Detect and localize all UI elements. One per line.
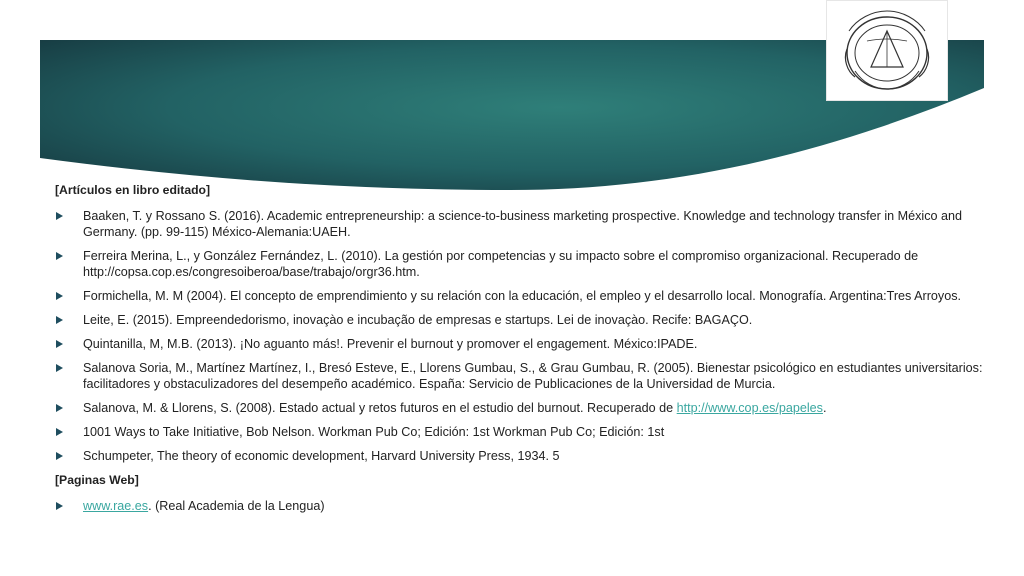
reference-text: Formichella, M. M (2004). El concepto de emprendimiento y su relación con la educación, el empleo y el desarrollo local. Monografía. Argentina:Tres Arroyos. bbox=[83, 289, 962, 303]
reference-item bbox=[55, 248, 990, 280]
triangle-bullet-icon bbox=[56, 428, 63, 436]
reference-link[interactable]: www.rae.es bbox=[83, 499, 149, 513]
web-references-list bbox=[55, 498, 990, 514]
reference-text: Leite, E. (2015). Empreendedorismo, inovaçào e incubação de empresas e startups. Lei de inovaçào. Recife: BAGAÇO. bbox=[83, 313, 753, 327]
triangle-bullet-icon bbox=[56, 404, 63, 412]
triangle-bullet-icon bbox=[56, 212, 63, 220]
references-content bbox=[55, 182, 990, 522]
reference-text-suffix: . (Real Academia de la Lengua) bbox=[148, 499, 325, 513]
reference-text-suffix: . bbox=[822, 401, 827, 415]
reference-item bbox=[55, 448, 990, 464]
reference-text: Schumpeter, The theory of economic development, Harvard University Press, 1934. 5 bbox=[83, 449, 560, 463]
reference-text: Salanova, M. & Llorens, S. (2008). Estado actual y retos futuros en el estudio del burnout. Recuperado de bbox=[83, 401, 677, 415]
triangle-bullet-icon bbox=[56, 252, 63, 260]
triangle-bullet-icon bbox=[56, 452, 63, 460]
reference-item bbox=[55, 312, 990, 328]
reference-text: Quintanilla, M, M.B. (2013). ¡No aguanto más!. Prevenir el burnout y promover el engagement. México:IPADE. bbox=[83, 337, 698, 351]
reference-text: Baaken, T. y Rossano S. (2016). Academic entrepreneurship: a science-to-business marketing prospective. Knowledge and technology transfer in México and Germany. (pp. 99-115) México-Alemania:UAEH. bbox=[83, 209, 963, 239]
seal-emblem bbox=[827, 1, 947, 100]
section-heading-web: [Paginas Web] bbox=[55, 473, 139, 487]
section-heading-books: [Artículos en libro editado] bbox=[55, 183, 211, 197]
triangle-bullet-icon bbox=[56, 292, 63, 300]
triangle-bullet-icon bbox=[56, 340, 63, 348]
reference-link[interactable]: http://www.cop.es/papeles bbox=[676, 401, 823, 415]
triangle-bullet-icon bbox=[56, 502, 63, 510]
reference-item bbox=[55, 288, 990, 304]
reference-text: Salanova Soria, M., Martínez Martínez, I., Bresó Esteve, E., Llorens Gumbau, S., & Grau Gumbau, R. (2005). Bienestar psicológico en estudiantes universitarios: facilitadores y obstaculizadores del desempeño académico. España: Servicio de Publicaciones de la Universidad de Murcia. bbox=[83, 361, 983, 391]
reference-item bbox=[55, 400, 990, 416]
reference-item bbox=[55, 336, 990, 352]
reference-item bbox=[55, 424, 990, 440]
university-seal-logo bbox=[826, 0, 948, 101]
reference-item bbox=[55, 208, 990, 240]
reference-text: 1001 Ways to Take Initiative, Bob Nelson. Workman Pub Co; Edición: 1st Workman Pub Co; Edición: 1st bbox=[83, 425, 665, 439]
triangle-bullet-icon bbox=[56, 364, 63, 372]
reference-text: Ferreira Merina, L., y González Fernández, L. (2010). La gestión por competencias y su impacto sobre el compromiso organizacional. Recuperado de http://copsa.cop.es/congresoiberoa/base/trabajo/orgr36.htm. bbox=[83, 249, 919, 279]
reference-item bbox=[55, 360, 990, 392]
reference-item bbox=[55, 498, 990, 514]
book-references-list bbox=[55, 208, 990, 464]
triangle-bullet-icon bbox=[56, 316, 63, 324]
